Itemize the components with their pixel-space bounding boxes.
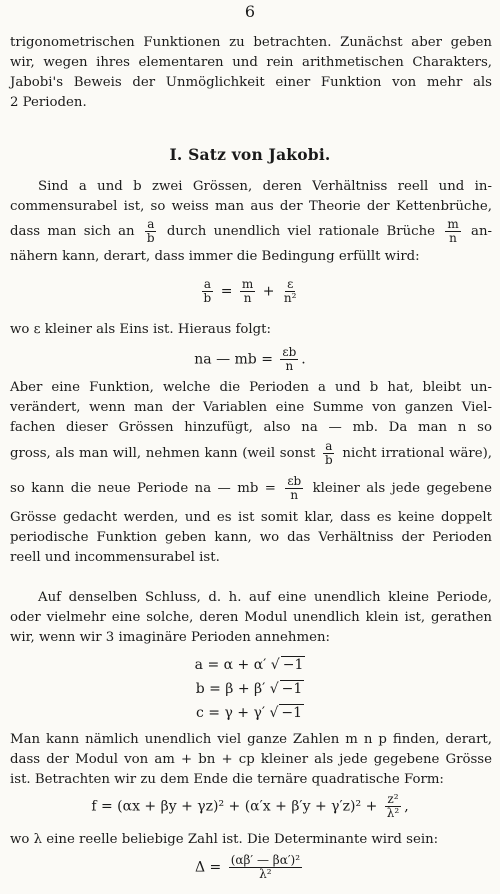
fraction-a-over-b — [202, 278, 214, 305]
text-line: commensurabel ist, so weiss man aus der Theorie der Kettenbrüche, — [10, 199, 492, 214]
fraction-eps-b-over-n — [285, 475, 303, 502]
denominator: λ² — [259, 867, 272, 881]
text-line: Grösse gedacht werden, und es ist somit klar, dass es keine doppelt — [10, 510, 492, 525]
text-line: Man kann nämlich unendlich viel ganze Zahlen m n p finden, derart, — [10, 732, 492, 747]
fraction-m-over-n — [240, 278, 255, 305]
text-line: oder vielmehr eine solche, deren Modul unendlich klein ist, gerathen — [10, 610, 492, 625]
text-line: ist. Betrachten wir zu dem Ende die ternäre quadratische Form: — [10, 772, 444, 787]
paragraph-imaginary-periods — [10, 588, 492, 648]
numerator: εb — [287, 474, 302, 488]
denominator: b — [325, 453, 333, 467]
sqrt-sign: √ — [269, 681, 279, 697]
intro-paragraph — [10, 33, 492, 113]
equation-lhs: a = α + α′ — [194, 657, 267, 673]
equation-period-a — [0, 656, 500, 673]
numerator: ε — [287, 277, 294, 291]
denominator: n — [290, 488, 299, 502]
text-line: verändert, wenn man der Variablen eine Summe von ganzen Viel- — [10, 400, 492, 415]
denominator: b — [146, 231, 155, 245]
page-number: 6 — [244, 2, 256, 21]
numerator: z² — [387, 792, 399, 806]
fraction-eps-over-n2 — [282, 278, 299, 305]
text-line: Sind a und b zwei Grössen, deren Verhältniss reell und in- — [38, 179, 492, 194]
radicand: −1 — [282, 657, 304, 673]
fraction-determinant — [229, 854, 302, 881]
text-line: periodische Funktion geben kann, wo das Verhältniss der Perioden — [10, 530, 492, 545]
text-line: wir, wegen ihres elementaren und rein arithmetischen Charakters, — [10, 55, 492, 70]
text-line: Auf denselben Schluss, d. h. auf eine unendlich kleine Periode, — [38, 590, 492, 605]
fraction-z2-over-lambda2 — [385, 793, 401, 820]
paragraph-jacobi-1 — [10, 177, 492, 267]
denominator: λ² — [386, 806, 400, 820]
equation-lhs: na — mb = — [194, 351, 273, 368]
text-line-with-fraction — [10, 438, 492, 470]
equation-quadratic-form — [0, 793, 500, 820]
text-line: fachen dieser Grössen hinzufügt, also na — mb. Da man n so — [10, 420, 492, 435]
numerator: (αβ′ — βα′)² — [230, 853, 301, 867]
text-line: wo λ eine reelle beliebige Zahl ist. Die Determinante wird sein: — [10, 832, 439, 847]
fraction-a-over-b — [323, 440, 335, 467]
equation-tail: . — [301, 351, 306, 368]
denominator: b — [203, 291, 212, 305]
text-fragment: an- — [471, 224, 493, 239]
paragraph-periods — [10, 378, 492, 568]
equals-sign: = — [220, 283, 233, 300]
text-line: wo ε kleiner als Eins ist. Hieraus folgt: — [10, 322, 271, 337]
fraction-a-over-b — [145, 218, 157, 245]
numerator: a — [203, 277, 211, 291]
denominator: n — [243, 291, 252, 305]
equation-lhs: f = (αx + βy + γz)² + (α′x + β′y + γ′z)² + — [91, 798, 378, 815]
text-line-with-fraction — [10, 470, 492, 508]
paragraph-determinant — [10, 830, 492, 850]
text-line: Jabobi's Beweis der Unmöglichkeit einer Funktion von mehr als — [10, 75, 492, 90]
text-line: 2 Perioden. — [10, 95, 87, 110]
equation-period-difference — [0, 346, 500, 373]
text-line: reell und incommensurabel ist. — [10, 550, 220, 565]
equation-lhs: Δ = — [194, 859, 222, 876]
equation-lhs: b = β + β′ — [195, 681, 266, 697]
equation-approximation — [0, 278, 500, 305]
text-fragment: durch unendlich viel rationale Brüche — [166, 224, 436, 239]
section-heading: I. Satz von Jakobi. — [169, 145, 331, 164]
text-line: Aber eine Funktion, welche die Perioden a und b hat, bleibt un- — [10, 380, 492, 395]
denominator: n — [285, 359, 294, 373]
numerator: m — [447, 217, 459, 231]
text-line: nähern kann, derart, dass immer die Bedingung erfüllt wird: — [10, 249, 420, 264]
text-line-with-fractions — [10, 217, 492, 247]
text-fragment: gross, als man will, nehmen kann (weil sonst — [10, 446, 316, 461]
paragraph-epsilon — [10, 320, 492, 340]
text-line: wir, wenn wir 3 imaginäre Perioden annehmen: — [10, 630, 331, 645]
radicand: −1 — [281, 705, 303, 721]
denominator: n² — [283, 291, 297, 305]
text-line: trigonometrischen Funktionen zu betrachten. Zunächst aber geben — [10, 35, 492, 50]
sqrt-sign: √ — [269, 705, 279, 721]
text-fragment: dass man sich an — [10, 224, 135, 239]
numerator: a — [147, 217, 155, 231]
plus-sign: + — [262, 283, 275, 300]
numerator: a — [325, 439, 333, 453]
paragraph-integers — [10, 730, 492, 790]
text-fragment: kleiner als jede gegebene — [312, 481, 492, 496]
equation-lhs: c = γ + γ′ — [195, 705, 265, 721]
text-fragment: nicht irrational wäre), — [342, 446, 493, 461]
equation-period-b — [0, 680, 500, 697]
equation-tail: , — [404, 798, 409, 815]
radicand: −1 — [281, 681, 303, 697]
denominator: n — [449, 231, 457, 245]
text-line: dass der Modul von am + bn + cp kleiner als jede gegebene Grösse — [10, 752, 492, 767]
fraction-eps-b-over-n — [280, 346, 298, 373]
sqrt-sign: √ — [270, 657, 280, 673]
numerator: εb — [282, 345, 297, 359]
text-fragment: so kann die neue Periode na — mb = — [10, 481, 276, 496]
equation-period-c — [0, 704, 500, 721]
fraction-m-over-n — [445, 218, 460, 245]
numerator: m — [241, 277, 254, 291]
equation-determinant — [0, 854, 500, 881]
